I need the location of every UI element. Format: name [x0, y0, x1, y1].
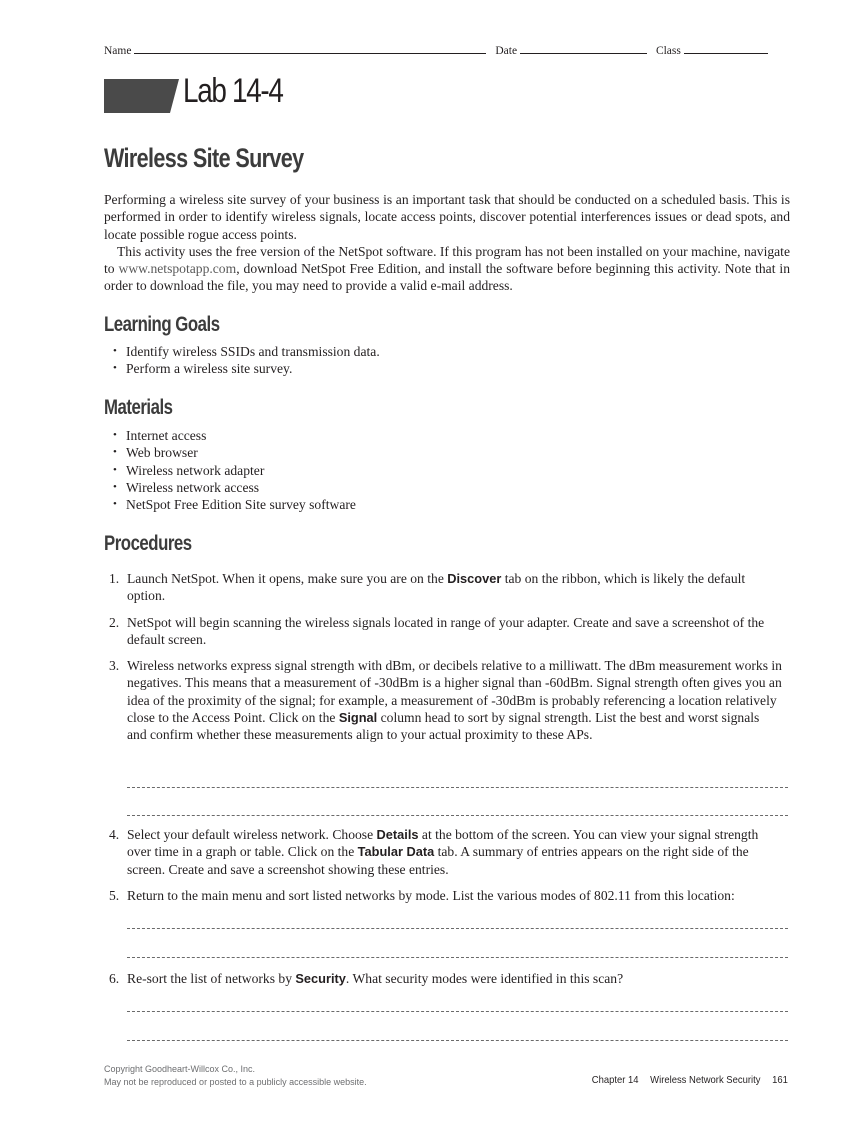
intro-paragraph-1: Performing a wireless site survey of your business is an important task that should be conducted on a scheduled basis. This is performed in order to identify wireless signals, locate access points, discover potential interferences issues or dead spots, and locate possible rogue access points. — [104, 192, 790, 242]
step-text: Return to the main menu and sort listed networks by mode. List the various modes of 802.11 from this location: — [127, 888, 735, 903]
security-column-ref: Security — [295, 971, 346, 986]
procedures-heading: Procedures — [104, 532, 192, 555]
step-number: 2. — [109, 615, 120, 630]
list-item: • Identify wireless SSIDs and transmission data. — [104, 343, 380, 360]
intro-text-span: This activity uses the free version of the NetSpot software. If this program has not been installed on your machine, navigate to — [104, 243, 790, 277]
step-text: NetSpot will begin scanning the wireless signals located in range of your adapter. Create and save a screenshot of the default screen. — [127, 615, 765, 648]
class-label: Class — [655, 45, 681, 57]
step-text: Launch NetSpot. When it opens, make sure you are on the Discover tab on the ribbon, which is likely the default option. — [127, 571, 746, 604]
answer-line-step-6-a[interactable] — [127, 1011, 788, 1012]
date-field[interactable] — [520, 43, 647, 54]
name-field[interactable] — [134, 43, 486, 54]
step-number: 4. — [109, 827, 120, 842]
step-text: Re-sort the list of networks by Security. What security modes were identified in this scan? — [127, 971, 624, 986]
learning-goals-list — [104, 343, 380, 378]
copyright-line-1: Copyright Goodheart-Willcox Co., Inc. — [104, 1064, 256, 1074]
discover-tab-ref: Discover — [447, 571, 502, 586]
list-item: • Wireless network access — [104, 479, 356, 496]
details-button-ref: Details — [376, 827, 419, 842]
step-number: 3. — [109, 658, 120, 673]
list-item: • Internet access — [104, 427, 356, 444]
step-number: 1. — [109, 571, 120, 586]
page-title: Wireless Site Survey — [104, 143, 304, 173]
list-item: • Wireless network adapter — [104, 462, 356, 479]
list-item: • Perform a wireless site survey. — [104, 360, 380, 377]
copyright-notice — [104, 1063, 367, 1088]
procedure-step-4 — [104, 826, 788, 878]
page-footer-info — [583, 1074, 788, 1086]
copyright-line-2: May not be reproduced or posted to a publicly accessible website. — [104, 1076, 367, 1087]
answer-line-step-6-b[interactable] — [127, 1040, 788, 1041]
list-item: • Web browser — [104, 444, 356, 461]
learning-goals-heading: Learning Goals — [104, 313, 220, 336]
step-number: 6. — [109, 971, 120, 986]
date-label: Date — [495, 45, 518, 57]
procedure-step-2 — [104, 614, 788, 649]
banner-block — [104, 79, 179, 113]
student-info-line — [104, 43, 788, 57]
page-number: 161 — [772, 1074, 788, 1086]
lab-number: Lab 14-4 — [183, 72, 283, 110]
name-label: Name — [104, 45, 132, 57]
procedure-step-3 — [104, 657, 788, 743]
procedure-step-1 — [104, 570, 788, 605]
chapter-title: Wireless Network Security — [650, 1074, 761, 1086]
procedure-step-5 — [104, 887, 788, 904]
tabular-data-tab-ref: Tabular Data — [357, 844, 435, 860]
list-item: • NetSpot Free Edition Site survey software — [104, 496, 356, 513]
class-field[interactable] — [684, 43, 768, 54]
answer-line-step-5-a[interactable] — [127, 928, 788, 929]
answer-line-step-3-b[interactable] — [127, 815, 788, 816]
step-text: Select your default wireless network. Choose Details at the bottom of the screen. You can view your signal strength over time in a graph or table. Click on the Tabular Data tab. A summary of entries appears on the right side of the screen. Create and save a screenshot showing these entries. — [127, 827, 759, 877]
answer-line-step-5-b[interactable] — [127, 957, 788, 958]
netspot-website-link[interactable]: www.netspotapp.com — [118, 261, 237, 277]
materials-list — [104, 427, 356, 513]
chapter-label: Chapter 14 — [591, 1074, 639, 1086]
step-number: 5. — [109, 888, 120, 903]
step-text: Wireless networks express signal strength with dBm, or decibels relative to a milliwatt. The dBm measurement works in negatives. This means that a measurement of -30dBm is a higher signal than -60dBm. Signal strength often gives you an idea of the proximity of the signal; for example, a measurement of -30dBm is probably referencing a location relatively close to the Access Point. Click on the Signal column head to sort by signal strength. List the best and worst signals and confirm whether these measurements align to your actual proximity to these APs. — [127, 658, 782, 743]
procedure-step-6 — [104, 970, 788, 987]
signal-column-ref: Signal — [338, 709, 378, 725]
intro-paragraph-2 — [104, 243, 790, 295]
intro-text-span: , download NetSpot Free Edition, and install the software before beginning this activity. Note that in order to download the file, you may need to provide a valid e-mail address. — [104, 261, 790, 294]
answer-line-step-3-a[interactable] — [127, 787, 788, 788]
materials-heading: Materials — [104, 396, 173, 419]
intro-text — [104, 191, 790, 295]
